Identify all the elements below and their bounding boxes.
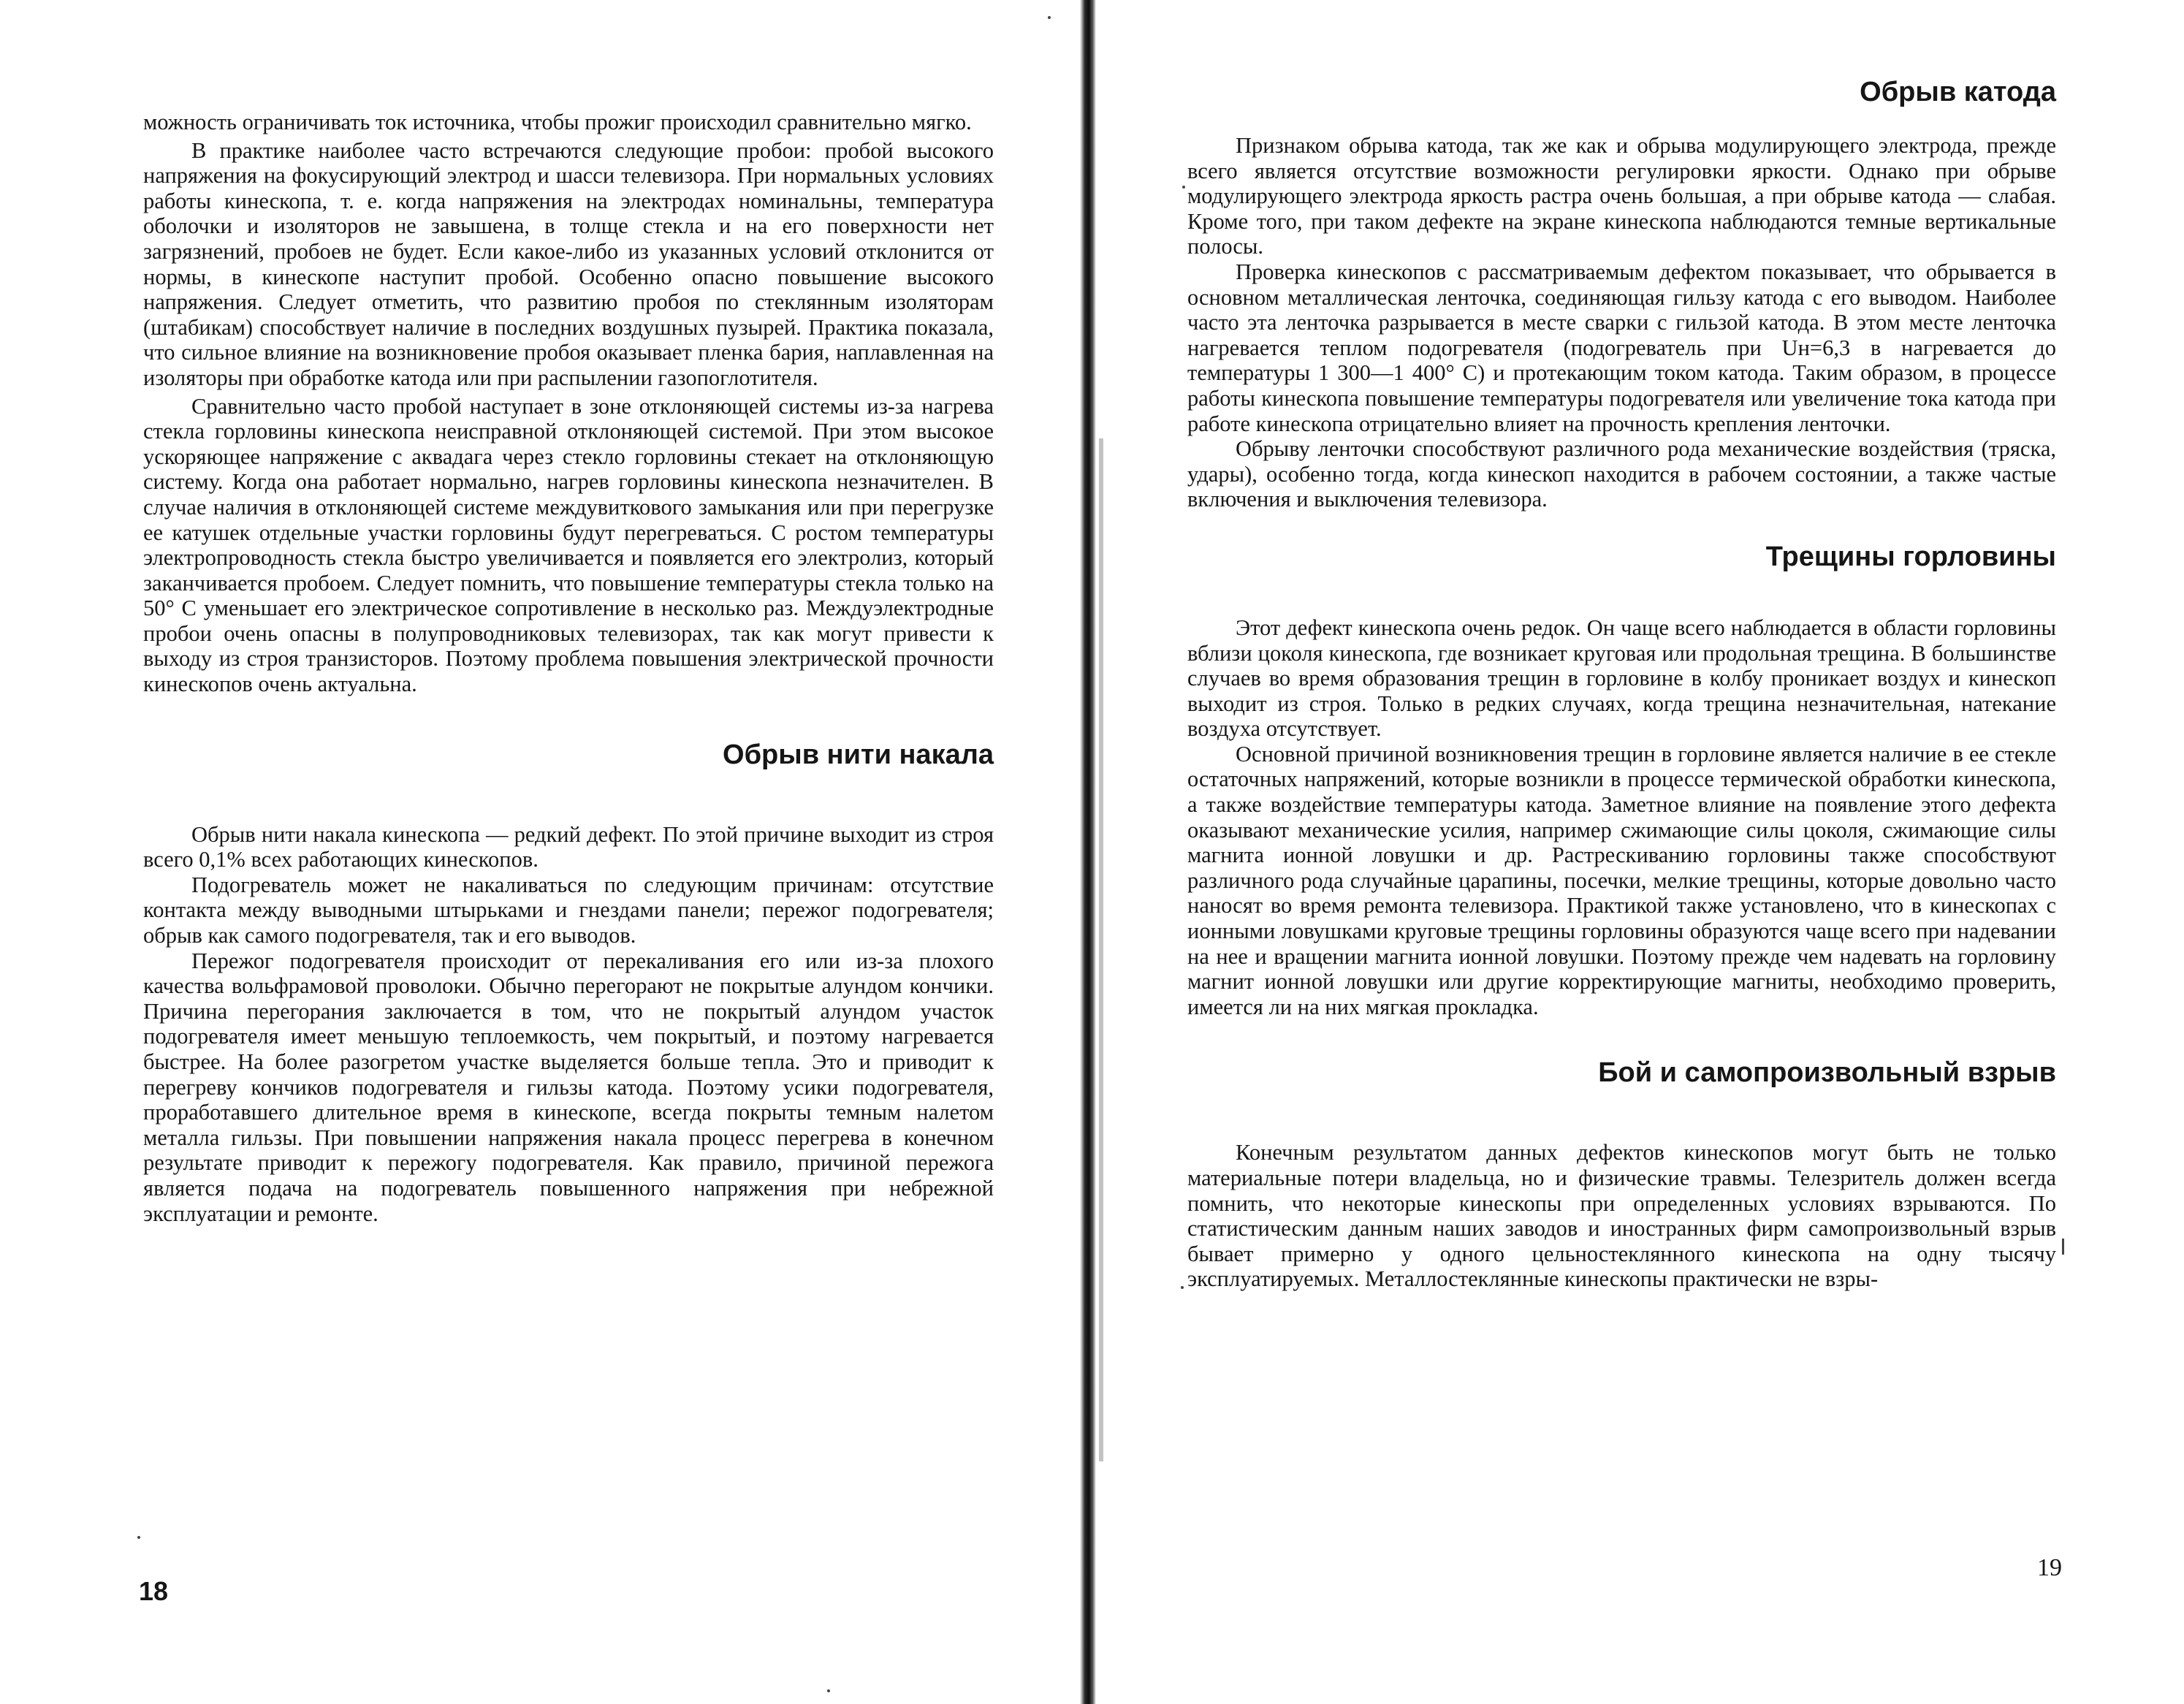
paragraph: Сравнительно часто пробой наступает в зоне отклоняющей системы из-за нагрева стекла горловины кинескопа неисправной отклоняющей системой. При этом высокое ускоряющее напряжение с аквадага через стекло горловины стекает на отклоняющую систему. Когда она работает нормально, нагрев горловины кинескопа незначителен. В случае наличия в отклоняющей системе междувиткового замыкания или при перегрузке ее катушек отдельные участки горловины будут перегреваться. С ростом температуры электропроводность стекла быстро увеличивается и появляется его электролиз, который заканчивается пробоем. Следует помнить, что повышение температуры стекла только на 50° С уменьшает его электрическое сопротивление в несколько раз. Междуэлектродные пробои очень опасны в полупроводниковых телевизорах, так как могут привести к выходу из строя транзисторов. Поэтому проблема повышения электрической прочности кинескопов очень актуальна. — [143, 393, 994, 697]
paragraph: Этот дефект кинескопа очень редок. Он чаще всего наблюдается в области горловины вблизи цоколя кинескопа, где возникает круговая или продольная трещина. В большинстве случаев во время образования трещин в горловине в колбу проникает воздух и кинескоп выходит из строя. Только в редких случаях, когда трещина незначительная, натекание воздуха отсутствует. — [1187, 615, 2056, 742]
left-text-column — [143, 110, 994, 1226]
paragraph: можность ограничивать ток источника, чтобы прожиг происходил сравнительно мягко. — [143, 110, 972, 134]
paragraph: Обрыв нити накала кинескопа — редкий дефект. По этой причине выходит из строя всего 0,1% всех работающих кинескопов. — [143, 821, 994, 872]
section-heading: Обрыв нити накала — [723, 739, 994, 770]
section-heading: Трещины горловины — [1765, 541, 2056, 572]
section-heading: Бой и самопроизвольный взрыв — [1598, 1057, 2056, 1089]
paragraph: Обрыву ленточки способствуют различного рода механические воздействия (тряска, удары), особенно тогда, когда кинескоп находится в рабочем состоянии, а также частые включения и выключения телевизора. — [1187, 436, 2056, 512]
section-heading: Обрыв катода — [1860, 77, 2056, 107]
paragraph: В практике наиболее часто встречаются следующие пробои: пробой высокого напряжения на фокусирующий электрод и шасси телевизора. При нормальных условиях работы кинескопа, т. е. когда напряжения на электродах номинальны, температура оболочки и изоляторов не завышена, в толще стекла и на его поверхности нет загрязнений, пробоев не будет. Если какое-либо из указанных условий отклонится от нормы, в кинескопе наступит пробой. Особенно опасно повышение высокого напряжения. Следует отметить, что развитию пробоя по стеклянным изоляторам (штабикам) способствует наличие в последних воздушных пузырей. Практика показала, что сильное влияние на возникновение пробоя оказывает пленка бария, наплавленная на изоляторы при обработке катода или при распылении газопоглотителя. — [143, 137, 994, 390]
scan-speck — [2062, 1239, 2064, 1255]
scan-speck — [827, 1689, 830, 1692]
left-page — [0, 0, 1080, 1704]
right-page — [1096, 0, 2184, 1704]
paragraph: Пережог подогревателя происходит от перекаливания его или из-за плохого качества вольфрамовой проволоки. Обычно перегорают не покрытые алундом кончики. Причина перегорания заключается в том, что не покрытый алундом участок подогревателя имеет меньшую теплоемкость, чем покрытый, и поэтому нагревается быстрее. На более разогретом участке выделяется больше тепла. Это и приводит к перегреву кончиков подогревателя и гильзы катода. Поэтому усики подогревателя, проработавшего длительное время в кинескопе, всегда покрыты темным налетом металла гильзы. При повышении напряжения накала процесс перегрева в конечном результате приводит к пережогу подогревателя. Как правило, причиной пережога является подача на подогреватель повышенного напряжения при небрежной эксплуатации и ремонте. — [143, 948, 994, 1226]
scan-speck — [1181, 1286, 1184, 1289]
page-number: 19 — [2037, 1554, 2062, 1581]
page-number: 18 — [139, 1576, 169, 1606]
paragraph: Основной причиной возникновения трещин в горловине является наличие в ее стекле остаточных напряжений, которые возникли в процессе термической обработки кинескопа, а также воздействие температуры катода. Заметное влияние на появление этого дефекта оказывают механические усилия, например сжимающие силы цоколя, сжимающие силы магнита ионной ловушки и др. Растрескиванию горловины также способствуют различного рода случайные царапины, посечки, мелкие трещины, которые довольно часто наносят во время ремонта телевизора. Практикой также установлено, что в кинескопах с ионными ловушками круговые трещины горловины образуются чаще всего при надевании на нее и вращении магнита ионной ловушки. Поэтому прежде чем надевать на горловину магнит ионной ловушки или другие корректирующие магниты, необходимо проверить, имеется ли на них мягкая прокладка. — [1187, 741, 2056, 1019]
paragraph: Проверка кинескопов с рассматриваемым дефектом показывает, что обрывается в основном металлическая ленточка, соединяющая гильзу катода с его выводом. Наиболее часто эта ленточка разрывается в месте сварки с гильзой катода. В этом месте ленточка нагревается теплом подогревателя (подогреватель при Uн=6,3 в нагревается до температуры 1 300—1 400° С) и протекающим током катода. Таким образом, в процессе работы кинескопа повышение температуры подогревателя или увеличение тока катода при работе кинескопа отрицательно влияет на прочность крепления ленточки. — [1187, 259, 2056, 436]
paragraph: Признаком обрыва катода, так же как и обрыва модулирующего электрода, прежде всего является отсутствие возможности регулировки яркости. Однако при обрыве модулирующего электрода яркость растра очень большая, а при обрыве катода — слабая. Кроме того, при таком дефекте на экране кинескопа наблюдаются темные вертикальные полосы. — [1187, 133, 2056, 259]
paragraph: Конечным результатом данных дефектов кинескопов могут быть не только материальные потери владельца, но и физические травмы. Телезритель должен всегда помнить, что некоторые кинескопы при определенных условиях взрываются. По статистическим данным наших заводов и иностранных фирм самопроизвольный взрыв бывает примерно у одного цельностеклянного кинескопа на одну тысячу эксплуатируемых. Металлостеклянные кинескопы практически не взры- — [1187, 1140, 2056, 1292]
scan-speck — [1048, 16, 1051, 19]
scan-speck — [1182, 186, 1185, 189]
right-text-column — [1187, 77, 2056, 1292]
book-spine-shadow — [1080, 0, 1096, 1704]
paragraph: Подогреватель может не накаливаться по следующим причинам: отсутствие контакта между выводными штырьками и гнездами панели; пережог подогревателя; обрыв как самого подогревателя, так и его выводов. — [143, 872, 994, 948]
scan-speck — [137, 1536, 140, 1539]
